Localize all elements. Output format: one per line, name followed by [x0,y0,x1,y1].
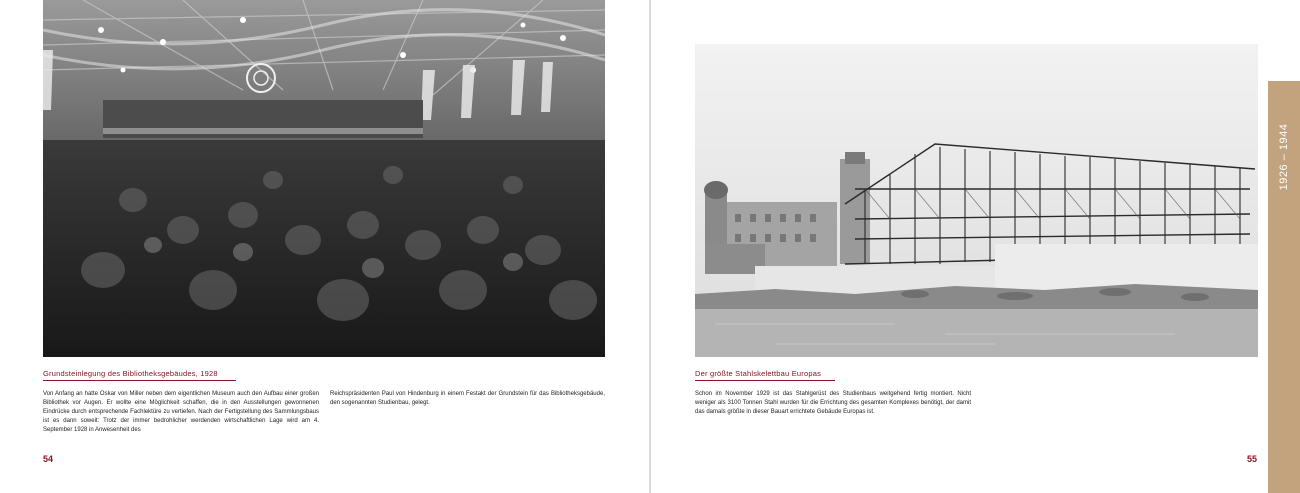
chapter-tab [1268,81,1300,493]
photo-caption: Grundsteinlegung des Bibliotheksgebäudes, 1928 [43,369,218,378]
body-text-column-2: Reichspräsidenten Paul von Hindenburg in einem Festakt der Grundstein für das Bibliotheksgebäude, den sogenannten Studienbau, gelegt. [330,391,605,406]
left-page [0,0,649,493]
body-text-column-1: Schon im November 1929 ist das Stahlgerüst des Studienbaus weitgehend fertig montiert. Nicht weniger als 3100 Tonnen Stahl wurden für die Errichtung des gesamten Komplexes benötigt, der damit das damals größte in dieser Bauart errichtete Gebäude Europas ist. [695,391,971,415]
ceremony-photo [43,0,605,357]
photo-caption: Der größte Stahlskelettbau Europas [695,369,822,378]
body-text-column-1: Von Anfang an hatte Oskar von Miller neben dem eigentlichen Museum auch den Aufbau einer großen Bibliothek vor Augen. Er wollte eine Möglichkeit schaffen, die in den Ausstellungen gewonnenen Eindrücke durch entsprechende Fachlektüre zu vertiefen. Nach der Fertigstellung des Sammlungsbaus ist es dann soweit: Trotz der immer bedrohlicher werdenden wirtschaftlichen Lage wird am 4. September 1928 in Anwesenheit des [43,391,319,433]
steel-frame-photo [695,44,1258,357]
caption-underline [695,380,835,381]
caption-underline [43,380,236,381]
chapter-years-label: 1926 – 1944 [1278,123,1290,191]
page-number: 55 [1247,454,1258,464]
page-number: 54 [43,454,54,464]
right-page [651,0,1300,493]
